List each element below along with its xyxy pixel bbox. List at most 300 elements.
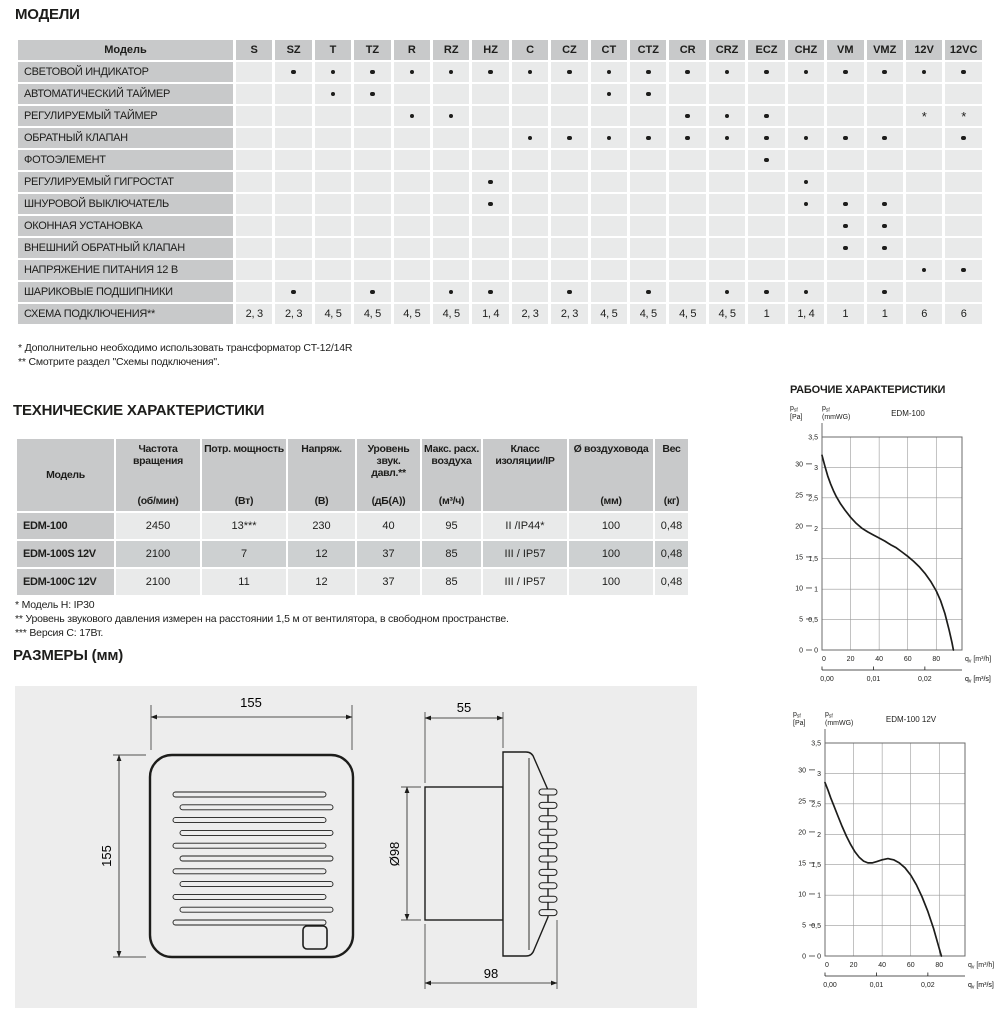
- feature-cell: [236, 172, 272, 192]
- feature-dot: [804, 136, 809, 141]
- svg-text:3,5: 3,5: [811, 740, 821, 748]
- tech-value-cell: 0,48: [655, 541, 688, 567]
- svg-text:0: 0: [814, 647, 818, 655]
- feature-cell: [945, 282, 982, 302]
- feature-cell: [906, 260, 942, 280]
- feature-dot: [843, 202, 848, 207]
- feature-cell: [669, 260, 705, 280]
- feature-cell: [433, 128, 469, 148]
- svg-text:2: 2: [814, 525, 818, 533]
- feature-cell: [788, 84, 824, 104]
- louver-slat: [539, 789, 557, 795]
- tech-row: [17, 541, 688, 567]
- svg-text:0,01: 0,01: [866, 676, 881, 683]
- svg-text:0,02: 0,02: [921, 982, 935, 989]
- feature-cell: [315, 194, 351, 214]
- feature-cell: [709, 62, 745, 82]
- feature-cell: [591, 282, 627, 302]
- feature-dot: [449, 290, 454, 295]
- tech-section-title: ТЕХНИЧЕСКИЕ ХАРАКТЕРИСТИКИ: [13, 402, 265, 419]
- feature-cell: [827, 84, 863, 104]
- tech-value-cell: III / IP57: [483, 569, 567, 595]
- feature-cell: [315, 172, 351, 192]
- tech-value-cell: 0,48: [655, 569, 688, 595]
- feature-cell: [867, 216, 903, 236]
- tech-footnote-2: ** Уровень звукового давления измерен на расстоянии 1,5 м от вентилятора, в свободном пространстве.: [15, 613, 509, 626]
- tech-value-cell: 13***: [202, 513, 286, 539]
- feature-cell: [551, 194, 587, 214]
- feature-cell: [275, 150, 311, 170]
- tech-value-cell: 37: [357, 541, 420, 567]
- feature-cell: [236, 194, 272, 214]
- models-footnote-1: * Дополнительно необходимо использовать трансформатор CT-12/14R: [18, 342, 353, 354]
- feature-cell: [945, 238, 982, 258]
- tech-col-header: [483, 439, 567, 511]
- svg-text:25: 25: [798, 798, 806, 806]
- feature-cell: [354, 128, 390, 148]
- feature-dot: [764, 290, 769, 295]
- feature-dot: [567, 70, 572, 75]
- feature-row: [18, 150, 982, 170]
- feature-cell: [827, 260, 863, 280]
- feature-cell: [472, 172, 508, 192]
- feature-cell: [630, 106, 666, 126]
- feature-cell: [275, 282, 311, 302]
- tech-value-cell: 37: [357, 569, 420, 595]
- feature-cell: [788, 282, 824, 302]
- feature-dot: [607, 136, 612, 141]
- models-feature-table: [15, 38, 985, 326]
- feature-cell: [354, 282, 390, 302]
- feature-cell: [236, 106, 272, 126]
- feature-cell: [945, 172, 982, 192]
- feature-cell: [591, 62, 627, 82]
- feature-dot: [410, 70, 415, 75]
- models-footnote-2: ** Смотрите раздел "Схемы подключения".: [18, 356, 220, 369]
- chart-grid: [825, 729, 965, 956]
- feature-cell: [669, 106, 705, 126]
- feature-cell: [275, 260, 311, 280]
- feature-cell: 2, 3: [236, 304, 272, 324]
- dimensions-panel: [15, 686, 697, 1008]
- feature-dot: [646, 70, 651, 75]
- feature-cell: [354, 260, 390, 280]
- feature-cell: [512, 194, 548, 214]
- tech-header-unit: (дБ(А)): [371, 495, 406, 507]
- feature-cell: [512, 128, 548, 148]
- tech-value-cell: III / IP57: [483, 541, 567, 567]
- feature-dot: [685, 114, 690, 119]
- tech-row: [17, 569, 688, 595]
- feature-dot: [370, 92, 375, 97]
- tech-value-cell: 12: [288, 569, 355, 595]
- tech-col-header: [422, 439, 481, 511]
- models-col-header-hz: HZ: [472, 40, 508, 60]
- feature-cell: [394, 260, 430, 280]
- models-col-header-12vc: 12VC: [945, 40, 982, 60]
- chart-secondary-axis: [820, 667, 991, 685]
- feature-cell: [867, 150, 903, 170]
- tech-footnote-1: * Модель H: IP30: [15, 599, 95, 611]
- models-col-header-tz: TZ: [354, 40, 390, 60]
- feature-cell: 6: [906, 304, 942, 324]
- svg-text:0: 0: [817, 953, 821, 961]
- feature-cell: [551, 260, 587, 280]
- grille-slat: [173, 818, 326, 823]
- feature-cell: [591, 260, 627, 280]
- tech-header-unit: (кг): [663, 495, 680, 507]
- feature-cell: [275, 238, 311, 258]
- feature-cell: [433, 238, 469, 258]
- feature-cell: 1: [748, 304, 784, 324]
- indicator-window: [303, 926, 327, 949]
- feature-cell: [512, 260, 548, 280]
- svg-text:20: 20: [849, 962, 858, 969]
- tech-header-title: Ø воздуховода: [573, 443, 649, 455]
- feature-cell: [394, 194, 430, 214]
- feature-cell: [630, 194, 666, 214]
- feature-cell: [236, 282, 272, 302]
- tech-value-cell: II /IP44*: [483, 513, 567, 539]
- svg-text:3: 3: [817, 770, 821, 778]
- feature-dot: [646, 136, 651, 141]
- side-view-body: [503, 752, 548, 956]
- feature-cell: [315, 260, 351, 280]
- feature-cell: [354, 84, 390, 104]
- feature-dot: [528, 136, 533, 141]
- feature-cell: [709, 282, 745, 302]
- grille-slat: [180, 907, 333, 912]
- feature-cell: [945, 84, 982, 104]
- feature-cell: [472, 238, 508, 258]
- tech-value-cell: 100: [569, 513, 653, 539]
- feature-cell: [669, 84, 705, 104]
- feature-cell: 4, 5: [354, 304, 390, 324]
- tech-value-cell: 11: [202, 569, 286, 595]
- feature-row-label: ФОТОЭЛЕМЕНТ: [18, 150, 233, 170]
- feature-row-label: НАПРЯЖЕНИЕ ПИТАНИЯ 12 В: [18, 260, 233, 280]
- feature-cell: [788, 194, 824, 214]
- tech-header-title: Напряж.: [301, 443, 342, 455]
- svg-text:5: 5: [802, 922, 806, 930]
- svg-text:20: 20: [795, 523, 803, 531]
- feature-cell: [236, 150, 272, 170]
- feature-dot: [882, 246, 887, 251]
- tech-row: [17, 513, 688, 539]
- tech-value-cell: 12: [288, 541, 355, 567]
- feature-cell: [630, 282, 666, 302]
- feature-cell: [512, 216, 548, 236]
- svg-text:[Pa]: [Pa]: [793, 720, 806, 727]
- svg-text:0: 0: [799, 647, 803, 655]
- feature-cell: [788, 172, 824, 192]
- tech-col-header: [17, 439, 114, 511]
- tech-col-header: [569, 439, 653, 511]
- feature-cell: [788, 238, 824, 258]
- tech-header-unit: (В): [314, 495, 329, 507]
- feature-cell: [433, 106, 469, 126]
- svg-text:[Pa]: [Pa]: [790, 414, 803, 421]
- side-view-duct: [425, 787, 503, 920]
- feature-cell: [236, 216, 272, 236]
- feature-cell: [551, 282, 587, 302]
- models-col-header-s: S: [236, 40, 272, 60]
- feature-cell: [945, 260, 982, 280]
- feature-cell: [472, 194, 508, 214]
- feature-cell: [591, 84, 627, 104]
- feature-cell: [433, 150, 469, 170]
- performance-section-title: РАБОЧИЕ ХАРАКТЕРИСТИКИ: [790, 384, 946, 396]
- feature-cell: [394, 84, 430, 104]
- feature-dot: [882, 202, 887, 207]
- tech-header-title: Потр. мощность: [204, 443, 284, 455]
- feature-cell: [591, 150, 627, 170]
- svg-text:1,5: 1,5: [808, 556, 818, 564]
- feature-cell: [354, 62, 390, 82]
- feature-dot: [882, 70, 887, 75]
- feature-row-label: ШНУРОВОЙ ВЫКЛЮЧАТЕЛЬ: [18, 194, 233, 214]
- grille-slat: [173, 792, 326, 797]
- feature-cell: [748, 216, 784, 236]
- feature-cell: [945, 194, 982, 214]
- svg-text:30: 30: [798, 767, 806, 775]
- feature-cell: [433, 216, 469, 236]
- svg-text:qv [m³/h]: $q_v$ [m³/h]: [968, 962, 995, 971]
- feature-dot: [764, 114, 769, 119]
- feature-cell: [315, 238, 351, 258]
- models-col-header-cr: CR: [669, 40, 705, 60]
- svg-text:60: 60: [906, 962, 915, 969]
- feature-dot: [961, 70, 966, 75]
- tech-value-cell: 100: [569, 541, 653, 567]
- feature-cell: 4, 5: [591, 304, 627, 324]
- louver-slat: [539, 802, 557, 808]
- feature-cell: 6: [945, 304, 982, 324]
- feature-cell: [472, 282, 508, 302]
- feature-cell: [906, 150, 942, 170]
- feature-cell: [315, 282, 351, 302]
- feature-cell: [630, 238, 666, 258]
- feature-row: [18, 194, 982, 214]
- feature-dot: [567, 136, 572, 141]
- feature-cell: [945, 106, 982, 126]
- feature-cell: [354, 150, 390, 170]
- tech-specs-table: [15, 437, 690, 597]
- svg-text:3,5: 3,5: [808, 434, 818, 442]
- svg-text:0,01: 0,01: [869, 982, 884, 989]
- feature-cell: [551, 84, 587, 104]
- feature-cell: [709, 106, 745, 126]
- feature-cell: [354, 216, 390, 236]
- tech-value-cell: 40: [357, 513, 420, 539]
- grille-slat: [180, 805, 333, 810]
- svg-text:0,00: 0,00: [820, 676, 834, 683]
- feature-cell: [709, 238, 745, 258]
- models-col-header-chz: CHZ: [788, 40, 824, 60]
- feature-cell: [551, 238, 587, 258]
- feature-cell: [709, 150, 745, 170]
- feature-cell: [906, 282, 942, 302]
- feature-dot: [882, 290, 887, 295]
- chart-svg: [783, 704, 1000, 1004]
- feature-dot: [764, 70, 769, 75]
- feature-cell: [906, 128, 942, 148]
- feature-cell: [394, 106, 430, 126]
- dimensions-drawing: [15, 686, 697, 1008]
- tech-value-cell: 7: [202, 541, 286, 567]
- performance-curve: [825, 783, 941, 956]
- tech-value-cell: 230: [288, 513, 355, 539]
- svg-text:60: 60: [903, 656, 912, 663]
- tech-col-header: [202, 439, 286, 511]
- performance-chart-edm-100-12v: [783, 704, 1000, 1009]
- feature-cell: [433, 62, 469, 82]
- feature-cell: [748, 84, 784, 104]
- feature-cell: [867, 260, 903, 280]
- feature-cell: [354, 106, 390, 126]
- tech-header-unit: (об/мин): [137, 495, 179, 507]
- feature-cell: [354, 238, 390, 258]
- svg-text:0,02: 0,02: [918, 676, 932, 683]
- feature-dot: [449, 70, 454, 75]
- svg-text:2,5: 2,5: [811, 801, 821, 809]
- feature-cell: [827, 282, 863, 302]
- feature-cell: [748, 238, 784, 258]
- chart-secondary-axis: [823, 973, 994, 991]
- svg-text:psf: $p_{sf}$: [825, 711, 833, 720]
- louver-slat: [539, 829, 557, 835]
- feature-dot: [488, 180, 493, 185]
- feature-dot: [488, 290, 493, 295]
- models-col-header-vmz: VMZ: [867, 40, 903, 60]
- feature-cell: [433, 194, 469, 214]
- feature-row: [18, 216, 982, 236]
- models-col-header-crz: CRZ: [709, 40, 745, 60]
- feature-cell: [315, 150, 351, 170]
- feature-row: [18, 84, 982, 104]
- feature-cell: [827, 172, 863, 192]
- feature-cell: [867, 238, 903, 258]
- models-col-header-vm: VM: [827, 40, 863, 60]
- feature-cell: 4, 5: [433, 304, 469, 324]
- feature-cell: [275, 194, 311, 214]
- tech-header-unit: (Вт): [234, 495, 254, 507]
- feature-cell: [433, 260, 469, 280]
- side-depth-dim-label: 55: [456, 700, 472, 715]
- feature-dot: [725, 114, 730, 119]
- chart-header: [793, 711, 937, 727]
- feature-cell: [748, 128, 784, 148]
- models-col-header-12v: 12V: [906, 40, 942, 60]
- feature-dot: [449, 114, 454, 119]
- chart-header: [790, 405, 925, 421]
- feature-cell: [394, 150, 430, 170]
- svg-text:20: 20: [846, 656, 855, 663]
- feature-cell: [630, 150, 666, 170]
- models-col-header-ctz: CTZ: [630, 40, 666, 60]
- svg-text:0,5: 0,5: [808, 617, 818, 625]
- feature-cell: [669, 282, 705, 302]
- feature-cell: [827, 128, 863, 148]
- feature-cell: [709, 84, 745, 104]
- svg-text:80: 80: [935, 962, 944, 969]
- feature-cell: 4, 5: [315, 304, 351, 324]
- feature-cell: [748, 62, 784, 82]
- feature-cell: 4, 5: [630, 304, 666, 324]
- feature-cell: [394, 62, 430, 82]
- feature-dot: [488, 202, 493, 207]
- feature-cell: [512, 62, 548, 82]
- tech-header-unit: (мм): [600, 495, 622, 507]
- feature-cell: [669, 128, 705, 148]
- feature-cell: [827, 62, 863, 82]
- tech-value-cell: 95: [422, 513, 481, 539]
- feature-cell: [394, 172, 430, 192]
- tech-col-header: [655, 439, 688, 511]
- feature-row-label: СХЕМА ПОДКЛЮЧЕНИЯ**: [18, 304, 233, 324]
- feature-cell: [433, 172, 469, 192]
- feature-cell: [472, 260, 508, 280]
- feature-cell: [945, 150, 982, 170]
- feature-dot: [843, 224, 848, 229]
- feature-cell: [827, 150, 863, 170]
- feature-cell: [788, 62, 824, 82]
- feature-cell: [551, 216, 587, 236]
- feature-cell: [630, 84, 666, 104]
- feature-cell: [236, 62, 272, 82]
- feature-dot: [725, 136, 730, 141]
- feature-dot: [607, 70, 612, 75]
- feature-cell: [472, 106, 508, 126]
- louver-slat: [539, 856, 557, 862]
- feature-row-label: РЕГУЛИРУЕМЫЙ ГИГРОСТАТ: [18, 172, 233, 192]
- tech-value-cell: 2100: [116, 569, 200, 595]
- svg-text:psf: $p_{sf}$: [822, 405, 830, 414]
- feature-cell: [748, 150, 784, 170]
- svg-text:10: 10: [798, 891, 806, 899]
- svg-text:qv [m³/s]: $q_v$ [m³/s]: [965, 676, 991, 685]
- feature-cell: [788, 106, 824, 126]
- feature-cell: [788, 128, 824, 148]
- models-col-header-t: T: [315, 40, 351, 60]
- feature-row: [18, 304, 982, 324]
- feature-cell: [788, 216, 824, 236]
- feature-cell: [906, 84, 942, 104]
- feature-cell: [315, 216, 351, 236]
- feature-cell: [551, 128, 587, 148]
- feature-row-label: РЕГУЛИРУЕМЫЙ ТАЙМЕР: [18, 106, 233, 126]
- louver-slat: [539, 816, 557, 822]
- feature-dot: [331, 70, 336, 75]
- performance-chart-edm-100: [780, 398, 1000, 698]
- louver-slat: [539, 843, 557, 849]
- svg-text:(mmWG): (mmWG): [822, 414, 851, 421]
- svg-text:3: 3: [814, 464, 818, 472]
- feature-cell: [354, 194, 390, 214]
- feature-cell: [709, 172, 745, 192]
- models-footnotes: [18, 341, 352, 369]
- feature-dot: [882, 224, 887, 229]
- feature-cell: 1: [867, 304, 903, 324]
- feature-cell: [315, 128, 351, 148]
- feature-row-label: ШАРИКОВЫЕ ПОДШИПНИКИ: [18, 282, 233, 302]
- feature-dot: [804, 290, 809, 295]
- feature-cell: [867, 62, 903, 82]
- feature-cell: 1, 4: [788, 304, 824, 324]
- grille-slat: [180, 830, 333, 835]
- feature-row-label: ОБРАТНЫЙ КЛАПАН: [18, 128, 233, 148]
- models-col-header-rz: RZ: [433, 40, 469, 60]
